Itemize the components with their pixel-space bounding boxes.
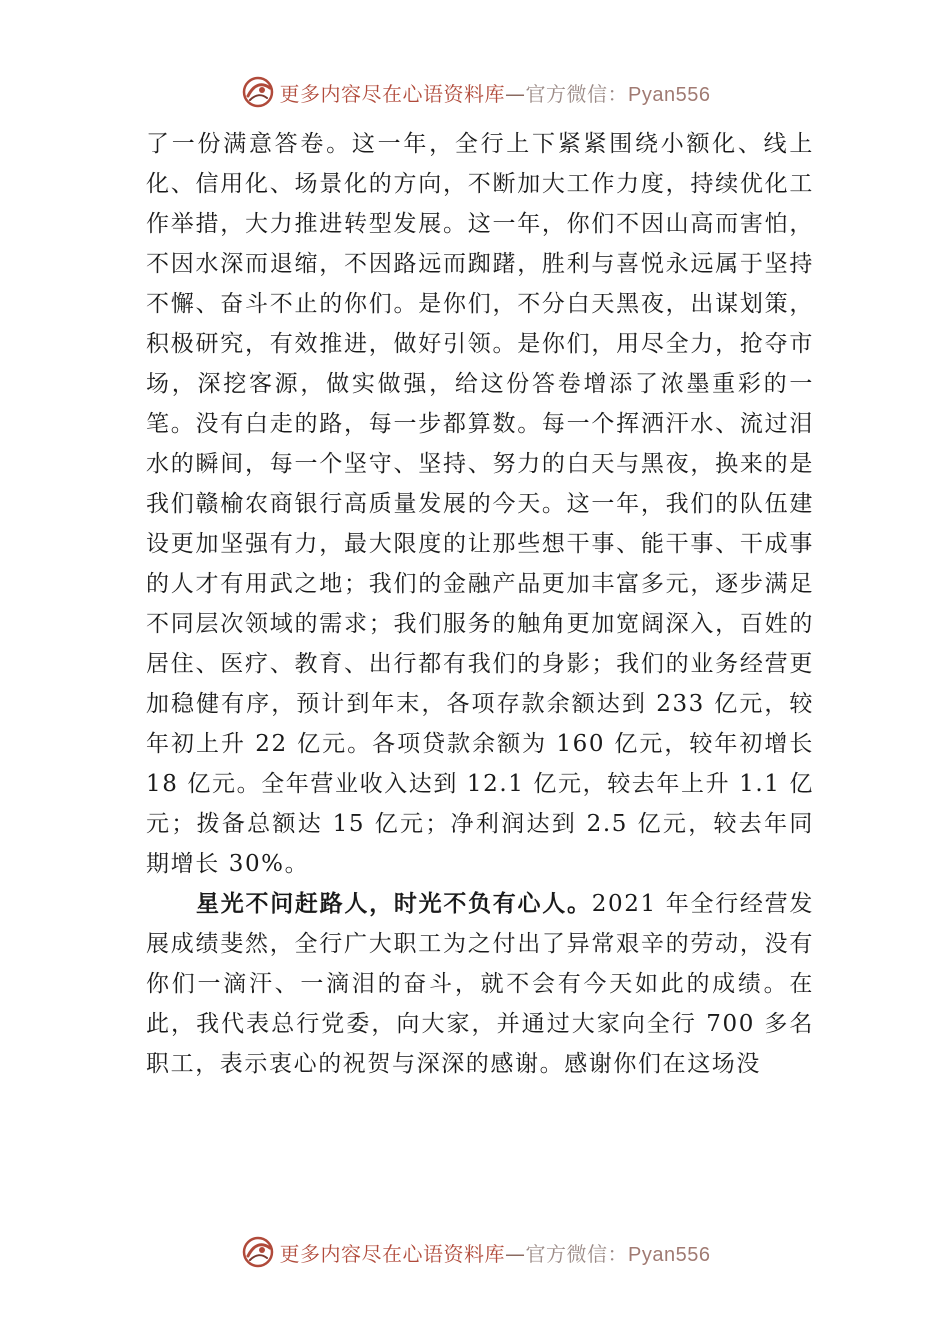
body-paragraph-1: 了一份满意答卷。这一年，全行上下紧紧围绕小额化、线上化、信用化、场景化的方向，不断加大工作力度，持续优化工作举措，大力推进转型发展。这一年，你们不因山高而害怕，不因水深而退缩，不因路远而踟躇，胜利与喜悦永远属于坚持不懈、奋斗不止的你们。是你们，不分白天黑夜，出谋划策，积极研究，有效推进，做好引领。是你们，用尽全力，抢夺市场，深挖客源，做实做强，给这份答卷增添了浓墨重彩的一笔。没有白走的路，每一步都算数。每一个挥洒汗水、流过泪水的瞬间，每一个坚守、坚持、努力的白天与黑夜，换来的是我们赣榆农商银行高质量发展的今天。这一年，我们的队伍建设更加坚强有力，最大限度的让那些想干事、能干事、干成事的人才有用武之地；我们的金融产品更加丰富多元，逐步满足不同层次领域的需求；我们服务的触角更加宽阔深入，百姓的居住、医疗、教育、出行都有我们的身影；我们的业务经营更加稳健有序，预计到年末，各项存款余额达到 233 亿元，较年初上升 22 亿元。各项贷款余额为 160 亿元，较年初增长 18 亿元。全年营业收入达到 12.1 亿元，较去年上升 1.1 亿元；拨备总额达 15 亿元；净利润达到 2.5 亿元，较去年同期增长 30%。 bbox=[146, 131, 815, 877]
header-watermark-text bbox=[280, 78, 711, 107]
paragraph-2-text: 2021 年全行经营发展成绩斐然，全行广大职工为之付出了异常艰辛的劳动，没有你们一滴汗、一滴泪的奋斗，就不会有今天如此的成绩。在此，我代表总行党委，向大家，并通过大家向全行 700 多名职工，表示衷心的祝贺与深深的感谢。感谢你们在这场没 bbox=[146, 891, 814, 1077]
footer-site-text: 更多内容尽在心语资料库 bbox=[279, 1241, 506, 1266]
footer-watermark-text bbox=[280, 1238, 711, 1267]
seal-logo-icon bbox=[240, 1234, 276, 1270]
header-separator: — bbox=[505, 81, 526, 106]
header-wechat-label: 官方微信： bbox=[525, 81, 629, 106]
header-wechat-account: Pyan556 bbox=[628, 83, 711, 106]
footer-wechat-label: 官方微信： bbox=[525, 1241, 629, 1266]
body-paragraph-2 bbox=[146, 884, 814, 1084]
document-body bbox=[146, 124, 814, 1084]
paragraph-2-bold-lead: 星光不问赶路人，时光不负有心人。 bbox=[196, 890, 592, 917]
footer-watermark bbox=[0, 1230, 950, 1274]
header-site-text: 更多内容尽在心语资料库 bbox=[279, 81, 506, 106]
footer-separator: — bbox=[505, 1241, 526, 1266]
header-watermark bbox=[0, 70, 950, 114]
seal-logo-icon bbox=[240, 74, 276, 110]
footer-wechat-account: Pyan556 bbox=[628, 1243, 711, 1266]
